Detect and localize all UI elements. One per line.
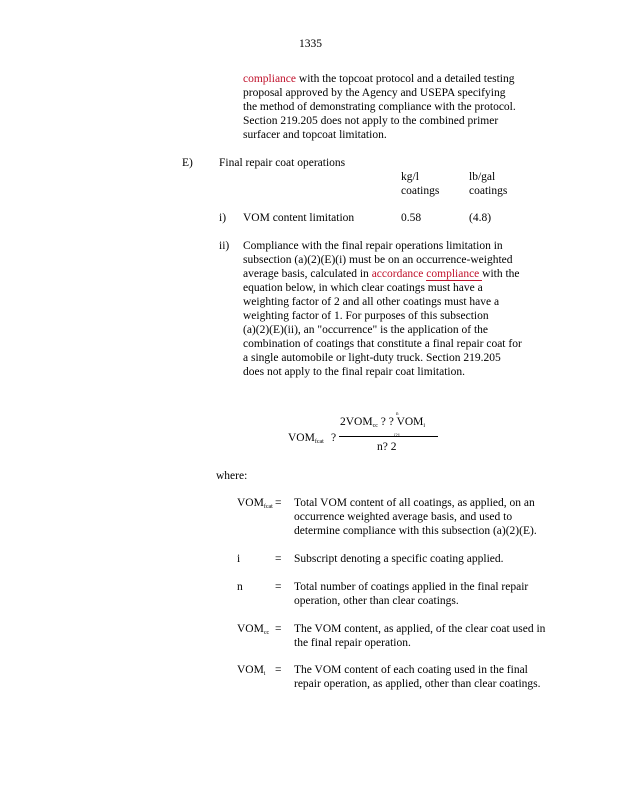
equation-lhs: $VOM_{fcat}$	[288, 432, 324, 445]
definition-text: The VOM content, as applied, of the clear coat used in	[294, 623, 546, 635]
definition-text: repair operation, as applied, other than clear coatings.	[294, 678, 541, 690]
intro-line-2: proposal approved by the Agency and USEPA specifying	[243, 87, 506, 99]
definition-text: Total VOM content of all coatings, as applied, on an	[294, 497, 535, 509]
deleted-text: compliance	[426, 268, 483, 280]
item-ii-line: combination of coatings that constitute a final repair coat for	[243, 338, 522, 350]
item-i-kg-value: 0.58	[401, 212, 422, 224]
intro-line-3: the method of demonstrating compliance with the protocol.	[243, 101, 516, 113]
definition-text: the final repair operation.	[294, 637, 411, 649]
definition-term: $VOM_{fcat}$	[237, 497, 273, 510]
numerator: $2VOM_{cc}$ ? ? $VOM_i$	[340, 416, 426, 429]
unit-lb-header: lb/gal	[469, 171, 496, 183]
denominator: n? 2	[377, 441, 397, 453]
definition-equals: =	[275, 497, 282, 509]
section-label: E)	[182, 157, 193, 169]
item-ii-line: Compliance with the final repair operations limitation in	[243, 240, 503, 252]
item-ii-line: (a)(2)(E)(ii), an "occurrence" is the application of the	[243, 324, 489, 336]
definition-text: Total number of coatings applied in the final repair	[294, 581, 529, 593]
unit-lb-header-2: coatings	[469, 185, 508, 197]
section-title: Final repair coat operations	[219, 157, 346, 169]
definition-text: Subscript denoting a specific coating applied.	[294, 553, 504, 565]
unit-kg-header-2: coatings	[401, 185, 440, 197]
item-ii-line: subsection (a)(2)(E)(i) must be on an occurrence-weighted	[243, 254, 513, 266]
definition-term: n	[237, 581, 243, 593]
definition-term: $VOM_{cc}$	[237, 623, 270, 636]
unit-kg-header: kg/l	[401, 171, 419, 183]
summation-upper: n	[396, 412, 399, 417]
equals-sign: ?	[331, 432, 337, 444]
definition-equals: =	[275, 664, 282, 676]
definition-term: i	[237, 553, 241, 565]
definition-text: determine compliance with this subsection (a)(2)(E).	[294, 525, 537, 537]
page-number: 1335	[299, 38, 322, 50]
item-i-lb-value: (4.8)	[469, 212, 492, 224]
definition-equals: =	[275, 553, 282, 565]
item-ii-label: ii)	[219, 240, 230, 252]
item-ii-line: average basis, calculated in accordance compliance with the	[243, 268, 520, 280]
inserted-text: accordance	[371, 268, 424, 280]
definition-text: occurrence weighted average basis, and used to	[294, 511, 513, 523]
inserted-text: compliance	[243, 73, 297, 85]
definition-text: operation, other than clear coatings.	[294, 595, 459, 607]
item-i-text: VOM content limitation	[243, 212, 355, 224]
definition-equals: =	[275, 623, 282, 635]
item-ii-line: a single automobile or light-duty truck. Section 219.205	[243, 352, 501, 364]
fraction-bar	[339, 436, 438, 437]
definition-text: The VOM content of each coating used in the final	[294, 664, 528, 676]
item-ii-line: weighting factor of 2 and all other coatings must have a	[243, 296, 500, 308]
intro-line-4: Section 219.205 does not apply to the combined primer	[243, 115, 499, 127]
intro-line-5: surfacer and topcoat limitation.	[243, 129, 387, 141]
definition-term: $VOM_i$	[237, 664, 266, 677]
item-i-label: i)	[219, 212, 227, 224]
item-ii-line: weighting factor of 1. For purposes of this subsection	[243, 310, 489, 322]
where-label: where:	[216, 470, 248, 482]
definition-equals: =	[275, 581, 282, 593]
item-ii-line: does not apply to the final repair coat limitation.	[243, 366, 465, 378]
item-ii-line: equation below, in which clear coatings must have a	[243, 282, 483, 294]
intro-line-1: compliance with the topcoat protocol and a detailed testing	[243, 73, 515, 85]
